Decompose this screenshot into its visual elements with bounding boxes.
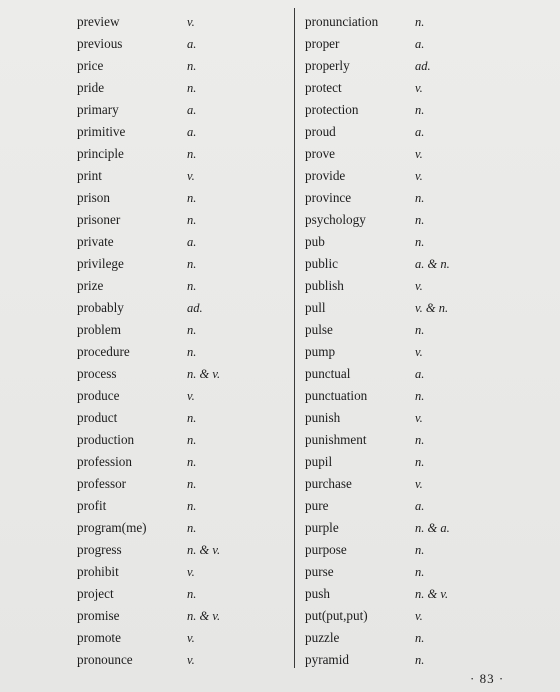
entry-word: prize bbox=[77, 278, 104, 293]
entry-part-of-speech: n. bbox=[187, 323, 197, 337]
entry-word: problem bbox=[77, 322, 121, 337]
entry-part-of-speech: v. bbox=[187, 389, 195, 403]
entry-part-of-speech: v. bbox=[415, 477, 423, 491]
entry-word: production bbox=[77, 432, 135, 447]
entry-word: product bbox=[77, 410, 118, 425]
entry-word: proud bbox=[305, 124, 336, 139]
entry-word: procedure bbox=[77, 344, 130, 359]
entry-word: print bbox=[77, 168, 102, 183]
entry-word: produce bbox=[77, 388, 120, 403]
entry-word: price bbox=[77, 58, 104, 73]
entry-word: provide bbox=[305, 168, 346, 183]
entry-word: punish bbox=[305, 410, 341, 425]
entry-word: project bbox=[77, 586, 114, 601]
entry-part-of-speech: n. bbox=[415, 455, 425, 469]
entry-part-of-speech: n. bbox=[415, 433, 425, 447]
entry-part-of-speech: a. bbox=[187, 37, 197, 51]
entry-word: pronunciation bbox=[305, 14, 379, 29]
entry-word: primitive bbox=[77, 124, 126, 139]
entry-word: process bbox=[77, 366, 117, 381]
entry-word: proper bbox=[305, 36, 340, 51]
entry-word: publish bbox=[305, 278, 344, 293]
entry-part-of-speech: v. bbox=[187, 631, 195, 645]
entry-word: probably bbox=[77, 300, 124, 315]
entry-word: purpose bbox=[305, 542, 347, 557]
entry-word: purple bbox=[305, 520, 339, 535]
entry-part-of-speech: n. bbox=[415, 323, 425, 337]
entry-part-of-speech: n. bbox=[187, 81, 197, 95]
column-divider bbox=[294, 8, 295, 668]
entry-part-of-speech: v. & n. bbox=[415, 301, 449, 315]
entry-part-of-speech: n. & v. bbox=[187, 609, 221, 623]
entry-word: pronounce bbox=[77, 652, 133, 667]
entry-part-of-speech: n. bbox=[187, 191, 197, 205]
entry-part-of-speech: v. bbox=[415, 169, 423, 183]
entry-word: preview bbox=[77, 14, 120, 29]
entry-word: province bbox=[305, 190, 352, 205]
entry-word: privilege bbox=[77, 256, 124, 271]
entry-word: promise bbox=[77, 608, 120, 623]
entry-part-of-speech: n. bbox=[415, 653, 425, 667]
entry-part-of-speech: v. bbox=[415, 147, 423, 161]
entry-word: principle bbox=[77, 146, 124, 161]
entry-part-of-speech: v. bbox=[415, 609, 423, 623]
entry-part-of-speech: ad. bbox=[187, 301, 203, 315]
entry-part-of-speech: n. bbox=[187, 587, 197, 601]
entry-part-of-speech: v. bbox=[187, 15, 195, 29]
entry-part-of-speech: n. bbox=[187, 279, 197, 293]
entry-word: puzzle bbox=[305, 630, 340, 645]
entry-word: pub bbox=[305, 234, 325, 249]
page-number: · 83 · bbox=[470, 671, 505, 686]
entry-word: punishment bbox=[305, 432, 367, 447]
entry-word: protection bbox=[305, 102, 359, 117]
entry-word: public bbox=[305, 256, 338, 271]
entry-part-of-speech: a. bbox=[415, 125, 425, 139]
entry-part-of-speech: a. bbox=[415, 367, 425, 381]
entry-word: prohibit bbox=[77, 564, 119, 579]
entry-word: pride bbox=[77, 80, 105, 95]
entry-word: punctual bbox=[305, 366, 351, 381]
entry-word: profit bbox=[77, 498, 107, 513]
entry-part-of-speech: n. bbox=[415, 565, 425, 579]
entry-word: private bbox=[77, 234, 114, 249]
entry-word: promote bbox=[77, 630, 121, 645]
entry-word: psychology bbox=[305, 212, 366, 227]
entry-part-of-speech: n. bbox=[187, 59, 197, 73]
entry-word: punctuation bbox=[305, 388, 368, 403]
entry-word: pump bbox=[305, 344, 336, 359]
entry-part-of-speech: v. bbox=[415, 411, 423, 425]
entry-word: prisoner bbox=[77, 212, 121, 227]
entry-word: pupil bbox=[305, 454, 333, 469]
entry-part-of-speech: ad. bbox=[415, 59, 431, 73]
entry-word: prison bbox=[77, 190, 110, 205]
entry-word: progress bbox=[77, 542, 122, 557]
entry-part-of-speech: v. bbox=[187, 653, 195, 667]
entry-part-of-speech: n. bbox=[415, 213, 425, 227]
entry-part-of-speech: n. bbox=[187, 345, 197, 359]
entry-part-of-speech: n. & a. bbox=[415, 521, 450, 535]
entry-word: pyramid bbox=[305, 652, 349, 667]
entry-word: put(put,put) bbox=[305, 608, 368, 623]
entry-part-of-speech: n. bbox=[187, 257, 197, 271]
entry-part-of-speech: a. & n. bbox=[415, 257, 450, 271]
entry-word: purchase bbox=[305, 476, 352, 491]
entry-part-of-speech: a. bbox=[187, 235, 197, 249]
entry-word: push bbox=[305, 586, 330, 601]
entry-part-of-speech: v. bbox=[415, 345, 423, 359]
entry-part-of-speech: a. bbox=[187, 125, 197, 139]
entry-word: pull bbox=[305, 300, 326, 315]
entry-word: protect bbox=[305, 80, 342, 95]
entry-word: pulse bbox=[305, 322, 333, 337]
entry-word: pure bbox=[305, 498, 329, 513]
entry-part-of-speech: n. bbox=[187, 433, 197, 447]
entry-part-of-speech: v. bbox=[187, 169, 195, 183]
entry-part-of-speech: n. & v. bbox=[187, 367, 221, 381]
entry-part-of-speech: n. & v. bbox=[187, 543, 221, 557]
entry-part-of-speech: a. bbox=[415, 499, 425, 513]
entry-part-of-speech: n. bbox=[187, 521, 197, 535]
entry-part-of-speech: v. bbox=[415, 279, 423, 293]
entry-part-of-speech: a. bbox=[187, 103, 197, 117]
entry-part-of-speech: v. bbox=[415, 81, 423, 95]
entry-part-of-speech: n. bbox=[187, 213, 197, 227]
entry-word: program(me) bbox=[77, 520, 147, 535]
entry-part-of-speech: n. bbox=[187, 499, 197, 513]
entry-word: properly bbox=[305, 58, 350, 73]
entry-word: prove bbox=[305, 146, 336, 161]
entry-part-of-speech: n. bbox=[415, 235, 425, 249]
entry-part-of-speech: n. bbox=[415, 543, 425, 557]
entry-word: profession bbox=[77, 454, 132, 469]
entry-word: purse bbox=[305, 564, 334, 579]
entry-part-of-speech: n. bbox=[415, 191, 425, 205]
entry-part-of-speech: n. bbox=[187, 455, 197, 469]
entry-part-of-speech: n. bbox=[415, 103, 425, 117]
entry-part-of-speech: n. & v. bbox=[415, 587, 449, 601]
entry-part-of-speech: v. bbox=[187, 565, 195, 579]
entry-part-of-speech: n. bbox=[415, 15, 425, 29]
entry-word: previous bbox=[77, 36, 123, 51]
entry-part-of-speech: a. bbox=[415, 37, 425, 51]
entry-part-of-speech: n. bbox=[187, 477, 197, 491]
entry-part-of-speech: n. bbox=[415, 631, 425, 645]
entry-word: primary bbox=[77, 102, 119, 117]
entry-part-of-speech: n. bbox=[415, 389, 425, 403]
entry-part-of-speech: n. bbox=[187, 147, 197, 161]
entry-part-of-speech: n. bbox=[187, 411, 197, 425]
entry-word: professor bbox=[77, 476, 127, 491]
